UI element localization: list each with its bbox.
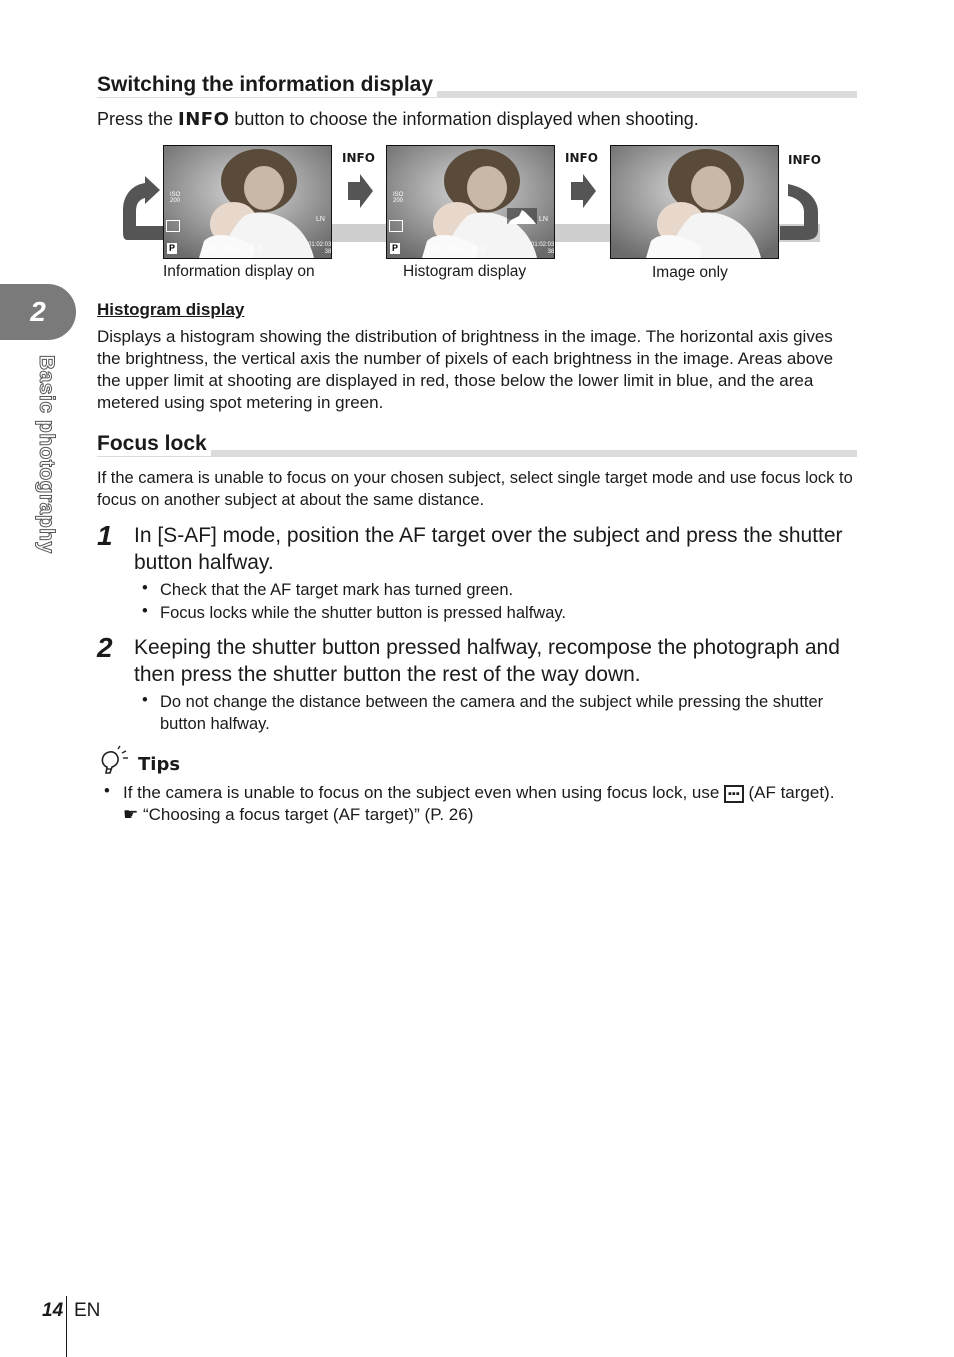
aperture-readout: F5.6	[447, 244, 466, 254]
exposure-readout: 0.0	[250, 244, 263, 254]
step-text: Keeping the shutter button pressed halfway, recompose the photograph and then press the shutter button the rest of the way down.	[134, 636, 840, 686]
footer-divider	[66, 1296, 67, 1357]
chapter-label: Basic photography	[35, 355, 58, 554]
time-shots-readout: 01:02:03 38	[308, 242, 332, 255]
reference-hand-icon: ☛	[123, 805, 139, 824]
shooting-mode-badge: P	[391, 243, 398, 253]
info-key-label: INFO	[178, 109, 230, 130]
caption-histogram-display: Histogram display	[403, 263, 527, 280]
bullet-dot: •	[142, 579, 148, 597]
iso-readout: ISO 200	[170, 192, 181, 204]
screen-histogram-display	[386, 145, 555, 259]
lightbulb-icon	[98, 745, 130, 777]
subheading-histogram-display: Histogram display	[97, 300, 245, 319]
tips-title: Tips	[138, 754, 181, 775]
bullet-dot: •	[142, 602, 148, 620]
time-shots-readout: 01:02:03 38	[531, 242, 555, 255]
arrow-right-icon	[346, 172, 374, 210]
record-mode-readout: LN	[539, 216, 548, 223]
tips-bullet	[123, 782, 853, 826]
chapter-number: 2	[30, 296, 46, 327]
step-number: 1	[97, 520, 113, 551]
photo-mother-baby-image	[387, 146, 554, 258]
arrow-right-icon	[569, 172, 597, 210]
intro-text-after: button to choose the information displayed when shooting.	[229, 109, 699, 129]
step-bullet: Check that the AF target mark has turned green.	[160, 581, 514, 599]
iso-readout: ISO 200	[393, 192, 404, 204]
tips-text: “Choosing a focus target (AF target)” (P. 26)	[138, 805, 474, 824]
intro-text-before: Press the	[97, 109, 179, 129]
tips-text: (AF target).	[743, 783, 835, 802]
caption-information-display: Information display on	[163, 263, 315, 280]
shutter-speed-readout: 125	[425, 244, 441, 254]
screen-information-display	[163, 145, 332, 259]
section-heading-focus-lock: Focus lock	[97, 432, 211, 456]
histogram-description: Displays a histogram showing the distribution of brightness in the image. The horizontal axis gives the brightness, the vertical axis the number of pixels of each brightness in the image. Areas above the upper limit at shooting are displayed in red, those below the lower limit in blue, and the area metered using spot metering in green.	[97, 327, 834, 412]
screen-image-only	[610, 145, 779, 259]
step-bullet: Do not change the distance between the camera and the subject while pressing the shutter button halfway.	[160, 693, 824, 733]
step-text: In [S-AF] mode, position the AF target over the subject and press the shutter button halfway.	[134, 524, 843, 574]
focus-lock-intro: If the camera is unable to focus on your chosen subject, select single target mode and use focus lock to focus on another subject at about the same distance.	[97, 469, 853, 509]
photo-mother-baby-image	[611, 146, 778, 258]
step-bullet: Focus locks while the shutter button is pressed halfway.	[160, 604, 566, 622]
step-number: 2	[97, 632, 113, 663]
bullet-dot: •	[104, 782, 110, 800]
bullet-dot: •	[142, 691, 148, 709]
section-heading-info-display: Switching the information display	[97, 73, 437, 97]
record-mode-readout: LN	[316, 216, 325, 223]
page-language: EN	[74, 1300, 101, 1321]
tips-text: If the camera is unable to focus on the subject even when using focus lock, use	[123, 783, 725, 802]
shutter-speed-readout: 125	[202, 244, 218, 254]
info-button-label: INFO	[565, 151, 598, 165]
aperture-readout: F5.6	[224, 244, 243, 254]
info-button-label: INFO	[342, 151, 375, 165]
exposure-readout: 0.0	[473, 244, 486, 254]
caption-image-only: Image only	[652, 264, 728, 281]
photo-mother-baby-image	[164, 146, 331, 258]
shooting-mode-badge: P	[168, 243, 175, 253]
af-target-icon: ▪▪▪	[724, 785, 744, 803]
heading-rule	[97, 450, 857, 457]
info-button-label: INFO	[788, 153, 821, 167]
page-number: 14	[42, 1300, 64, 1321]
info-intro	[97, 108, 699, 131]
